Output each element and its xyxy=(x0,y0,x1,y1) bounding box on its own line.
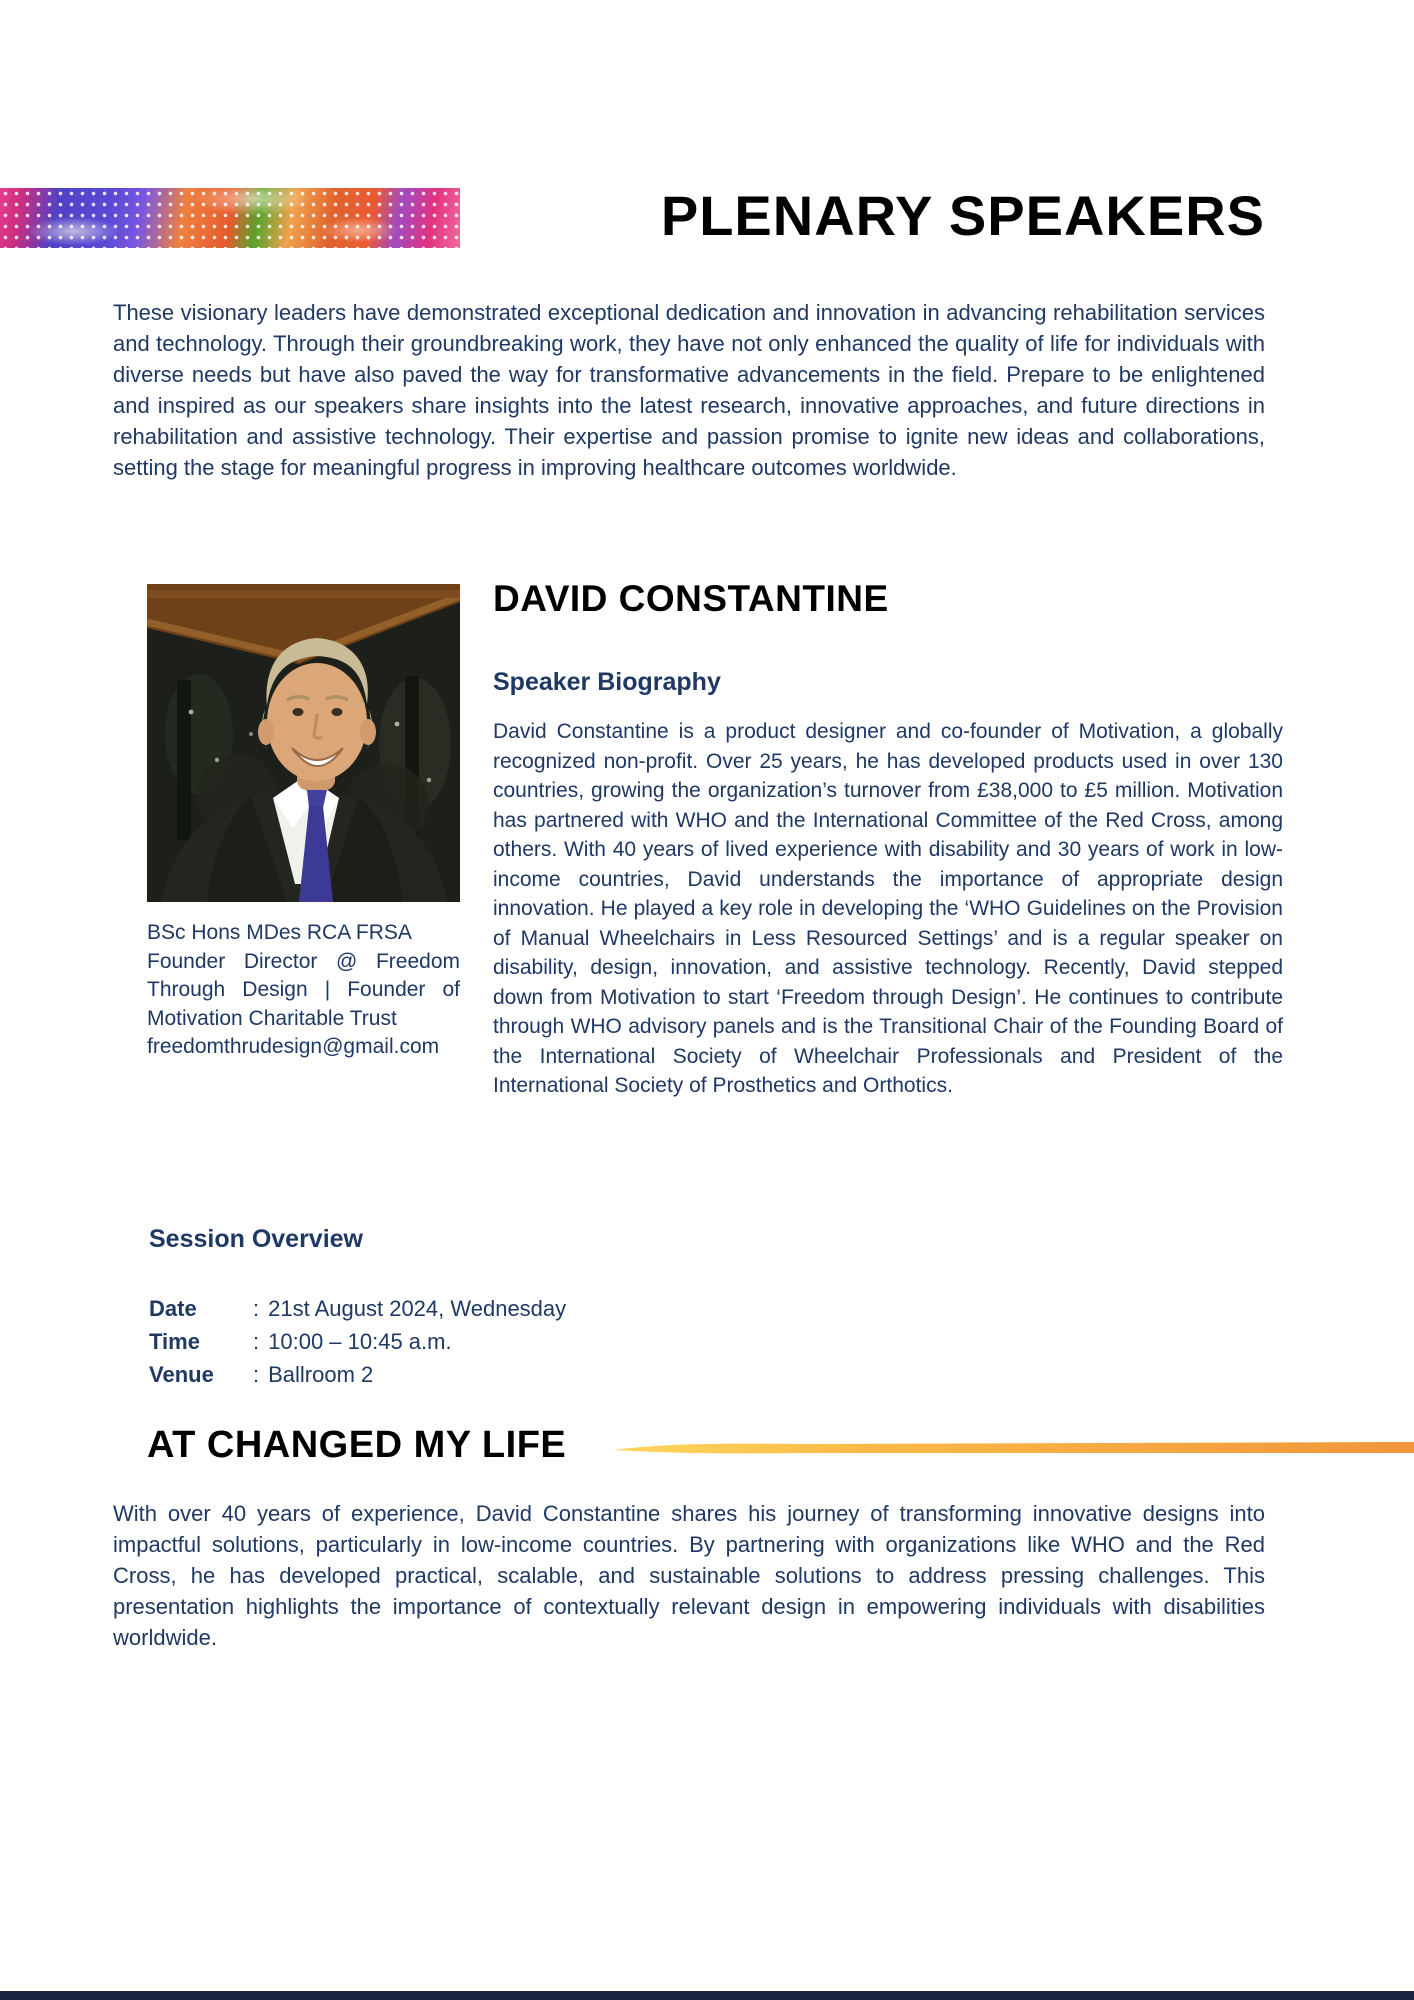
session-row-venue xyxy=(149,1358,749,1391)
speaker-caption xyxy=(147,919,460,1062)
speaker-name: DAVID CONSTANTINE xyxy=(493,578,889,619)
speaker-photo xyxy=(147,584,460,902)
talk-title: AT CHANGED MY LIFE xyxy=(147,1424,567,1466)
session-row-time xyxy=(149,1325,749,1358)
talk-abstract: With over 40 years of experience, David Constantine shares his journey of transforming innovative designs into impactful solutions, particularly in low-income countries. By partnering with organizations like WHO and the Red Cross, he has developed practical, scalable, and sustainable solutions to address pressing challenges. This presentation highlights the importance of contextually relevant design in empowering individuals with disabilities worldwide. xyxy=(113,1501,1265,1650)
page-title: PLENARY SPEAKERS xyxy=(660,184,1265,247)
time-separator: : xyxy=(253,1329,260,1354)
swoosh-divider xyxy=(612,1440,1414,1456)
venue-label: Venue xyxy=(149,1362,214,1387)
bio-heading: Speaker Biography xyxy=(493,668,721,696)
session-row-date xyxy=(149,1292,749,1325)
venue-separator: : xyxy=(253,1362,260,1387)
speaker-email: freedomthrudesign@gmail.com xyxy=(147,1035,440,1058)
bio-paragraph: David Constantine is a product designer and co-founder of Motivation, a globally recognized non-profit. Over 25 years, he has developed products used in over 130 countries, growing the organization’s turnover from £38,000 to £5 million. Motivation has partnered with WHO and the International Committee of the Red Cross, among others. With 40 years of lived experience with disability and 30 years of work in low-income countries, David understands the importance of appropriate design innovation. He played a key role in developing the ‘WHO Guidelines on the Provision of Manual Wheelchairs in Less Resourced Settings’ and is a regular speaker on disability, design, innovation, and assistive technology. Recently, David stepped down from Motivation to start ‘Freedom through Design’. He continues to contribute through WHO advisory panels and is the Transitional Chair of the Founding Board of the International Society of Wheelchair Professionals and President of the International Society of Prosthetics and Orthotics. xyxy=(493,720,1283,1097)
intro-paragraph: These visionary leaders have demonstrated exceptional dedication and innovation in advancing rehabilitation services and technology. Through their groundbreaking work, they have not only enhanced the quality of life for individuals with diverse needs but have also paved the way for transformative advancements in the field. Prepare to be enlightened and inspired as our speakers share insights into the latest research, innovative approaches, and future directions in rehabilitation and assistive technology. Their expertise and passion promise to ignite new ideas and collaborations, setting the stage for meaningful progress in improving healthcare outcomes worldwide. xyxy=(113,300,1265,480)
speaker-role: Founder Director @ Freedom Through Design | Founder of Motivation Charitable Trust xyxy=(147,949,460,1030)
batik-banner-image xyxy=(0,188,460,248)
date-separator: : xyxy=(253,1296,260,1321)
venue-value: Ballroom 2 xyxy=(268,1362,374,1387)
page-bottom-bar xyxy=(0,1991,1414,2000)
date-value: 21st August 2024, Wednesday xyxy=(268,1296,567,1321)
speaker-credentials: BSc Hons MDes RCA FRSA xyxy=(147,921,412,944)
session-details xyxy=(149,1292,749,1391)
time-value: 10:00 – 10:45 a.m. xyxy=(268,1329,452,1354)
time-label: Time xyxy=(149,1329,200,1354)
date-label: Date xyxy=(149,1296,197,1321)
session-overview-heading: Session Overview xyxy=(149,1225,364,1253)
